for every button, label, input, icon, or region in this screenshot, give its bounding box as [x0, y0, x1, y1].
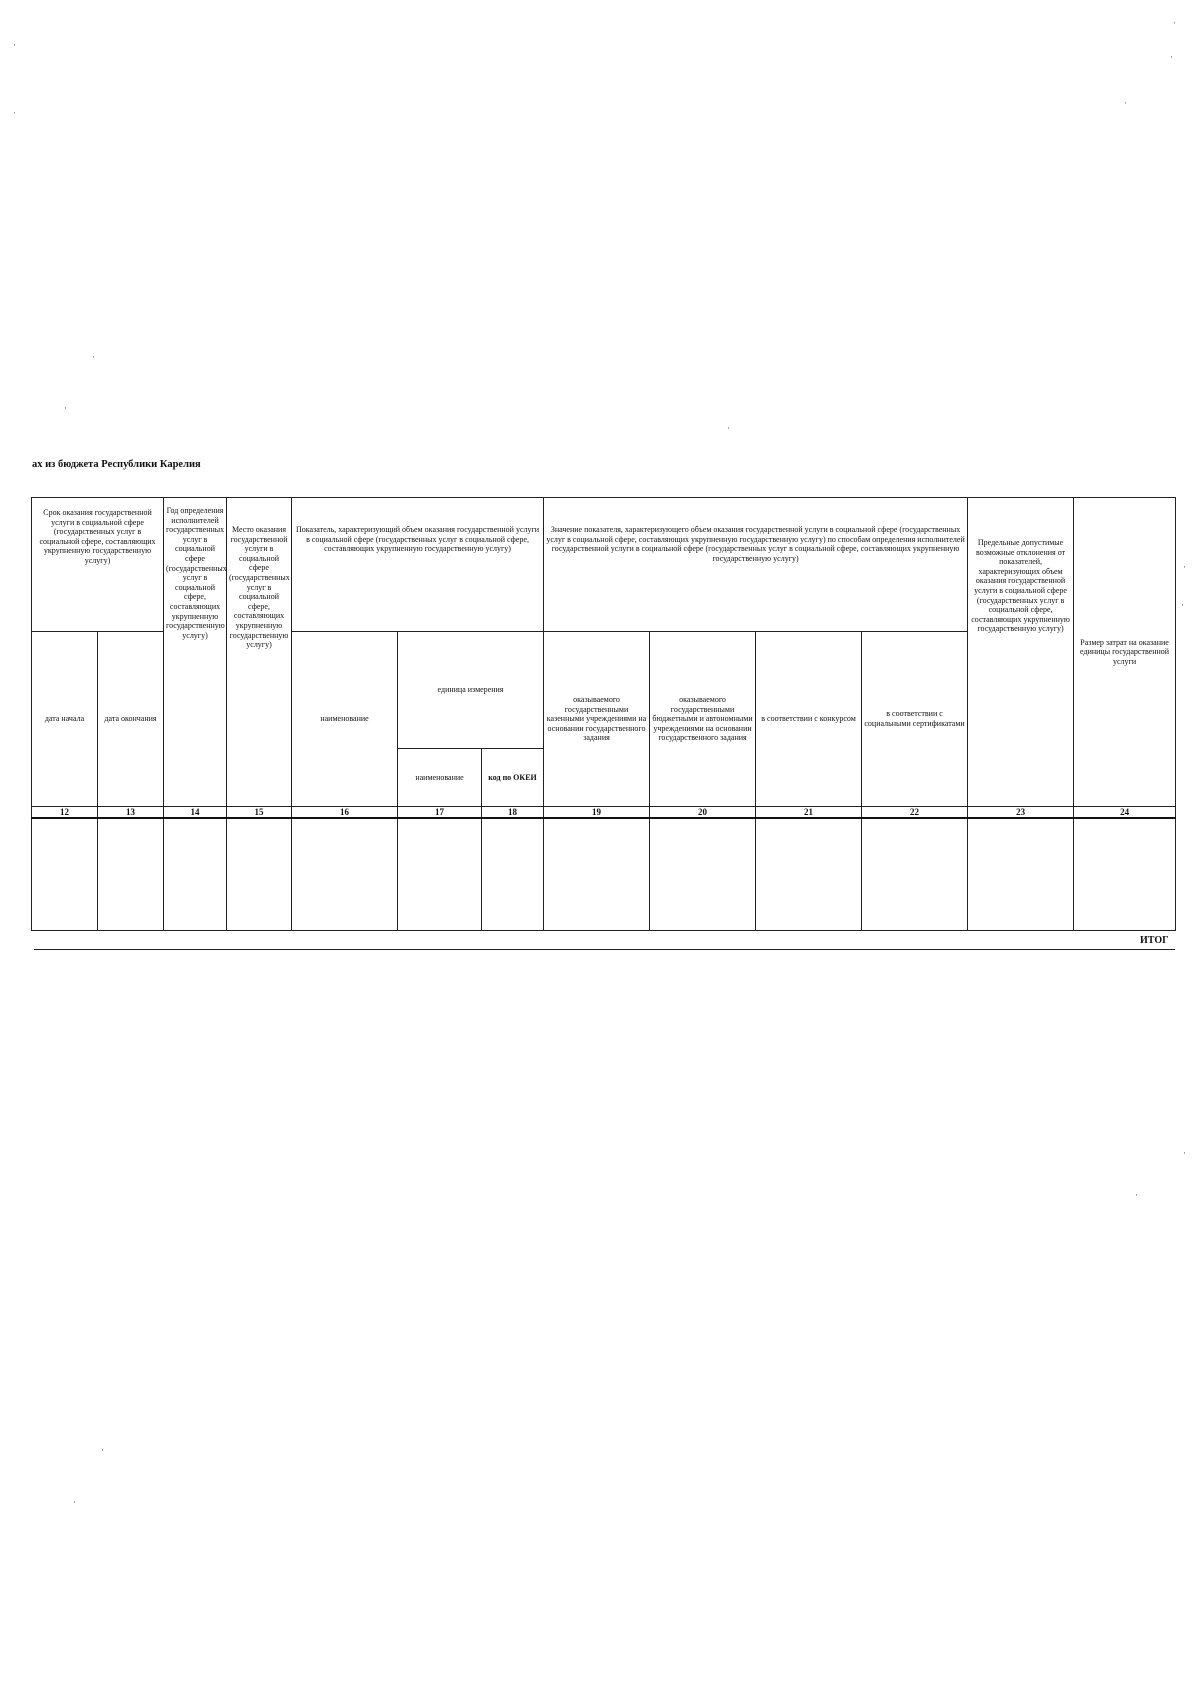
column-number: 18 — [482, 807, 544, 819]
column-number: 19 — [544, 807, 650, 819]
header-okei-code: код по ОКЕИ — [482, 749, 544, 807]
header-indicator-value-group: Значение показателя, характеризующего объем оказания государственной услуги в социальной сфере (государственных услуг в социальной сфере, составляющих укрупненную государственную услугу) по способам определения исполнителей государственной услуги в социальной сфере (государственных услуг в социальной сфере, составляющих укрупненную государственную услугу) — [544, 498, 968, 632]
indicator-table — [31, 497, 1176, 931]
scan-speck: · — [1183, 1148, 1186, 1158]
scan-speck: · — [1181, 600, 1184, 610]
scan-speck: · — [1173, 18, 1176, 28]
column-number: 21 — [756, 807, 862, 819]
bottom-rule — [34, 949, 1175, 950]
scan-speck: · — [1183, 562, 1186, 572]
table-row — [32, 818, 1176, 931]
scan-speck: · — [101, 1445, 104, 1455]
column-number: 13 — [98, 807, 164, 819]
page-title: ах из бюджета Республики Карелия — [32, 459, 201, 470]
scan-speck: · — [1170, 52, 1173, 62]
scan-speck: · — [727, 423, 730, 433]
table-cell — [862, 818, 968, 931]
scan-speck: · — [1124, 98, 1127, 108]
scan-speck: · — [73, 1497, 76, 1507]
header-by-competition: в соответствии с конкурсом — [756, 632, 862, 807]
scan-speck: · — [1135, 1190, 1138, 1200]
table-cell — [292, 818, 398, 931]
table-cell — [544, 818, 650, 931]
header-cost-per-unit: Размер затрат на оказание единицы государственной услуги — [1074, 498, 1176, 807]
table-cell — [756, 818, 862, 931]
header-indicator-name: наименование — [292, 632, 398, 807]
header-term-group: Срок оказания государственной услуги в социальной сфере (государственных услуг в социальной сфере, составляющих укрупненную государственную услугу) — [32, 498, 164, 632]
table-cell — [968, 818, 1074, 931]
header-by-social-certificates: в соответствии с социальными сертификатами — [862, 632, 968, 807]
header-unit-of-measure: единица измерения — [398, 632, 544, 749]
scan-speck: · — [64, 403, 67, 413]
header-end-date: дата окончания — [98, 632, 164, 807]
scan-speck: · — [13, 40, 16, 50]
column-number: 15 — [227, 807, 292, 819]
header-year-of-determination: Год определения исполнителей государственных услуг в социальной сфере (государственных услуг в социальной сфере, составляющих укрупненную государственную услугу) — [164, 498, 227, 807]
header-place-of-service: Место оказания государственной услуги в социальной сфере (государственных услуг в социальной сфере, составляющих укрупненную государственную услугу) — [227, 498, 292, 807]
header-state-funded-institutions: оказываемого государственными казенными учреждениями на основании государственного задания — [544, 632, 650, 807]
column-number: 23 — [968, 807, 1074, 819]
column-number: 20 — [650, 807, 756, 819]
table-cell — [398, 818, 482, 931]
header-allowable-deviations: Предельные допустимые возможные отклонения от показателей, характеризующих объем оказания государственной услуги в социальной сфере (государственных услуг в социальной сфере, составляющих укрупненную государственную услугу) — [968, 498, 1074, 807]
table-cell — [164, 818, 227, 931]
column-number: 24 — [1074, 807, 1176, 819]
table-cell — [482, 818, 544, 931]
header-budget-autonomous-institutions: оказываемого государственными бюджетными и автономными учреждениями на основании государственного задания — [650, 632, 756, 807]
column-number: 22 — [862, 807, 968, 819]
scan-speck: · — [13, 108, 16, 118]
table-cell — [650, 818, 756, 931]
column-number: 16 — [292, 807, 398, 819]
total-label: ИТОГ — [1140, 935, 1169, 946]
table-cell — [98, 818, 164, 931]
header-start-date: дата начала — [32, 632, 98, 807]
header-unit-name: наименование — [398, 749, 482, 807]
column-number: 12 — [32, 807, 98, 819]
table-cell — [32, 818, 98, 931]
column-number: 17 — [398, 807, 482, 819]
table-cell — [1074, 818, 1176, 931]
column-number: 14 — [164, 807, 227, 819]
header-volume-indicator-group: Показатель, характеризующий объем оказания государственной услуги в социальной сфере (государственных услуг в социальной сфере, составляющих укрупненную государственную услугу) — [292, 498, 544, 632]
scan-speck: · — [92, 352, 95, 362]
table-cell — [227, 818, 292, 931]
